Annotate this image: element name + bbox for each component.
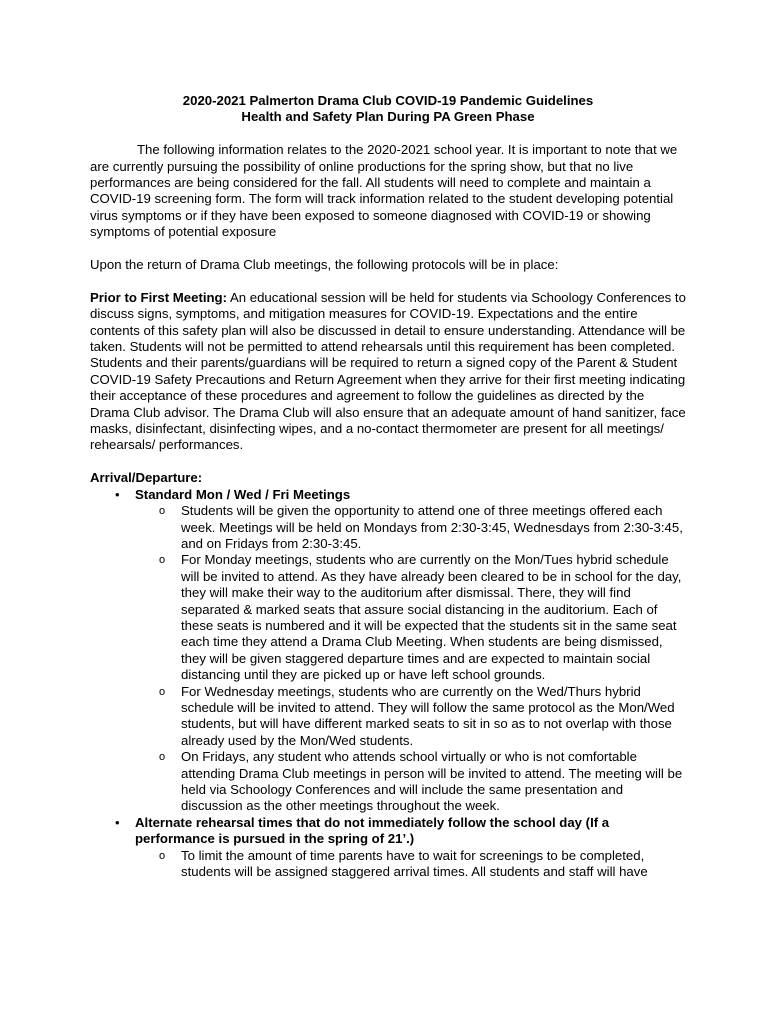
prior-heading: Prior to First Meeting: (90, 289, 228, 305)
protocols-intro: Upon the return of Drama Club meetings, the following protocols will be in place: (90, 257, 559, 273)
document-title-line-2: Health and Safety Plan During PA Green Phase (241, 109, 535, 125)
section-alternate-rehearsal (135, 815, 686, 881)
document-page (90, 93, 686, 880)
document-title-line-1: 2020-2021 Palmerton Drama Club COVID-19 Pandemic Guidelines (182, 93, 594, 108)
section-items (135, 503, 686, 815)
list-item: o On Fridays, any student who attends school virtually or who is not comfortable attending Drama Club meetings in person will be invited to attend. The meeting will be held via Schoology Conferences and will include the same presentation and discussion as the other meetings throughout the week. (181, 749, 686, 815)
arrival-sections-list (90, 487, 686, 881)
prior-text: An educational session will be held for students via Schoology Conferences to discuss signs, symptoms, and mitigation measures for COVID-19. Expectations and the entire contents of this safety plan will also be discussed in detail to ensure understanding. Attendance will be taken. Students will not be permitted to attend rehearsals until this requirement has been completed. Students and their parents/guardians will be required to return a signed copy of the Parent & Student COVID-19 Safety Precautions and Return Agreement when they arrive for their first meeting indicating their acceptance of these procedures and agreement to follow the guidelines as directed by the Drama Club advisor. The Drama Club will also ensure that an adequate amount of hand sanitizer, face masks, disinfectant, disinfecting wipes, and a no-contact thermometer are present for all meetings/ rehearsals/ performances. (90, 289, 686, 453)
section-standard-meetings (135, 487, 686, 815)
section-heading: Alternate rehearsal times that do not immediately follow the school day (If a performance is pursued in the spring of 21’.) (135, 814, 610, 847)
list-item: o For Monday meetings, students who are currently on the Mon/Tues hybrid schedule will be invited to attend. As they have already been cleared to be in school for the day, they will make their way to the auditorium after dismissal. There, they will find separated & marked seats that assure social distancing in the auditorium. Each of these seats is numbered and it will be expected that the students sit in the same seat each time they attend a Drama Club Meeting. When students are being dismissed, they will be given staggered departure times and are expected to maintain social distancing until they are picked up or have left school grounds. (181, 552, 686, 683)
prior-to-first-meeting-paragraph (90, 290, 686, 454)
list-item: o To limit the amount of time parents have to wait for screenings to be completed, students will be assigned staggered arrival times. All students and staff will have (181, 848, 686, 881)
section-items (135, 848, 686, 881)
section-heading: Standard Mon / Wed / Fri Meetings (135, 486, 351, 502)
arrival-departure-heading: Arrival/Departure: (90, 470, 203, 486)
list-item: o Students will be given the opportunity to attend one of three meetings offered each week. Meetings will be held on Mondays from 2:30-3:45, Wednesdays from 2:30-3:45, and on Fridays from 2:30-3:45. (181, 503, 686, 552)
intro-paragraph: The following information relates to the 2020-2021 school year. It is important to note that we are currently pursuing the possibility of online productions for the spring show, but that no live performances are being considered for the fall. All students will need to complete and maintain a COVID-19 screening form. The form will track information related to the student developing potential virus symptoms or if they have been exposed to someone diagnosed with COVID-19 or showing symptoms of potential exposure (90, 142, 678, 240)
list-item: o For Wednesday meetings, students who are currently on the Wed/Thurs hybrid schedule will be invited to attend. They will follow the same protocol as the Mon/Wed students, but will have different marked seats to sit in so as to not overlap with those already used by the Mon/Wed students. (181, 684, 686, 750)
